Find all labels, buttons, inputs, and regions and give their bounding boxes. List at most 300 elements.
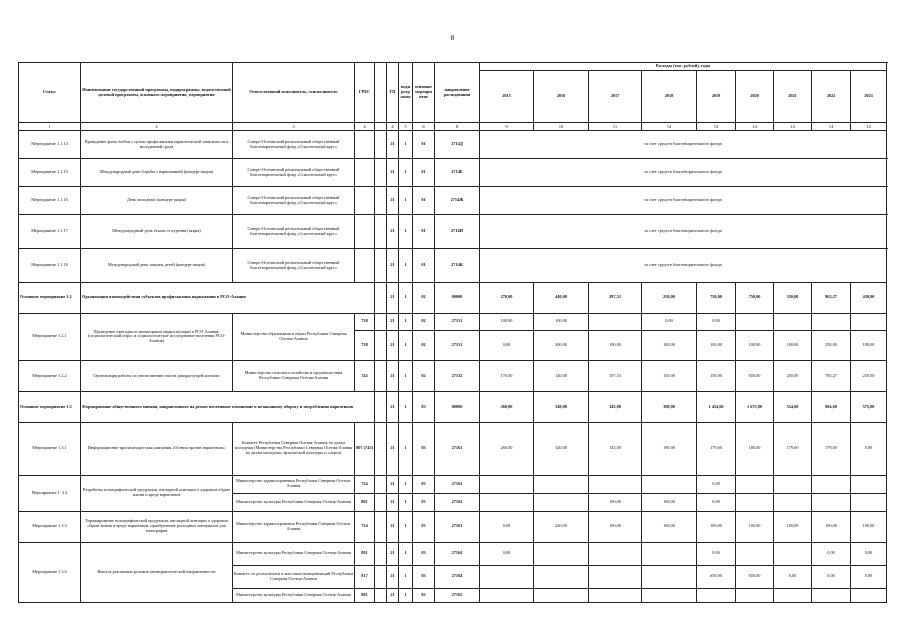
expenses-table: [18, 62, 887, 603]
header-main-event: основное мероприятие: [413, 63, 435, 123]
row-gp: 21: [387, 588, 399, 602]
row-value: 650,00: [736, 565, 774, 588]
row-value: 0,00: [697, 475, 736, 493]
row-value: 150,00: [642, 361, 697, 392]
row-executor: Северо-Осетинский региональный общественный благотворительный фонд «Спасательный круг»: [233, 215, 355, 249]
row-grbs: 801: [355, 588, 375, 602]
year-header: 2020: [736, 71, 774, 123]
row-gp: 21: [387, 313, 399, 330]
column-index: 8: [435, 123, 480, 131]
header-executor: Ответственный исполнитель, соисполнитель: [233, 63, 355, 123]
row-executor: Министерство культуры Республики Северная Осетия-Алания: [233, 493, 355, 511]
row-subprogram: 1: [399, 542, 413, 565]
row-direction: 27161: [435, 422, 480, 475]
table-row: [19, 361, 887, 392]
row-subprogram: 1: [399, 361, 413, 392]
page-number: 8: [450, 34, 455, 42]
row-value: [480, 475, 534, 493]
year-header: 2022: [812, 71, 851, 123]
row-value: 345,00: [589, 392, 642, 423]
row-value: 0,00: [774, 565, 812, 588]
row-name: День молодежи (концерт-акция): [81, 187, 233, 215]
row-executor: Министерство образования и науки Республики Северная Осетия-Алания: [233, 313, 355, 361]
row-value: [736, 313, 774, 330]
row-main-event: 03: [413, 542, 435, 565]
row-value: [534, 565, 589, 588]
row-main-event: 01: [413, 249, 435, 283]
row-gp: 21: [387, 565, 399, 588]
row-subprogram: 1: [399, 422, 413, 475]
row-gp: 21: [387, 249, 399, 283]
row-value: [642, 588, 697, 602]
row-spacer: [375, 361, 387, 392]
row-value: 650,00: [736, 361, 774, 392]
row-value: 179,60: [697, 422, 736, 475]
row-executor: Северо-Осетинский региональный общественный благотворительный фонд «Спасательный круг»: [233, 187, 355, 215]
row-value: [642, 475, 697, 493]
row-value: 554,60: [774, 392, 812, 423]
table-row: [19, 249, 887, 283]
row-direction: 00000: [435, 392, 480, 423]
row-value: 250,00: [642, 283, 697, 314]
row-value: [812, 475, 851, 493]
row-value: 350,00: [774, 283, 812, 314]
row-gp: 21: [387, 131, 399, 159]
row-main-event: 02: [413, 330, 435, 361]
row-main-event: 03: [413, 493, 435, 511]
row-value: 0,00: [851, 422, 887, 475]
row-value: 297,53: [589, 283, 642, 314]
row-value: 320,00: [534, 422, 589, 475]
row-value: 100,00: [480, 313, 534, 330]
row-direction: 27163: [435, 511, 480, 542]
row-main-event: 03: [413, 392, 435, 423]
row-name: Проведение ежегодного мониторинга наркоситуации в РСО-Алания, (социологический опрос и социологическое исследование населения РСО-Алания): [81, 313, 233, 361]
row-spacer: [375, 588, 387, 602]
row-direction: 2714И: [435, 215, 480, 249]
row-executor: Министерство культуры Республики Северная Осетия-Алания: [233, 542, 355, 565]
row-value: [812, 588, 851, 602]
row-executor: Министерство сельского хозяйства и продовольствия Республики Северная Осетия-Алания: [233, 361, 355, 392]
table-row: [19, 131, 887, 159]
row-value: [736, 493, 774, 511]
row-value: 100,00: [642, 511, 697, 542]
row-value: 250,00: [774, 361, 812, 392]
row-direction: 27151: [435, 330, 480, 361]
year-header: 2017: [589, 71, 642, 123]
row-value: 0,00: [812, 542, 851, 565]
row-value: [534, 588, 589, 602]
row-value: 440,00: [534, 283, 589, 314]
row-value: [589, 475, 642, 493]
row-value: 100,00: [774, 330, 812, 361]
row-name: Проведение флеш-мобов с целью профилактики наркотической зависимости в молодежной среде: [81, 131, 233, 159]
column-index: 2: [81, 123, 233, 131]
row-main-event: 02: [413, 313, 435, 330]
row-status: Мероприятие 1. 3.2: [19, 475, 81, 511]
row-value: 190,00: [642, 422, 697, 475]
row-value: 107,53: [589, 361, 642, 392]
row-grbs: [355, 249, 375, 283]
row-value: 100,00: [534, 313, 589, 330]
table-body: [19, 63, 887, 603]
row-direction: 27162: [435, 493, 480, 511]
column-index: 3: [233, 123, 355, 131]
row-value: 220,00: [534, 511, 589, 542]
row-subprogram: 1: [399, 565, 413, 588]
row-value: 150,00: [697, 361, 736, 392]
year-header: 2015: [480, 71, 534, 123]
column-index: 14: [851, 123, 887, 131]
row-spacer: [375, 422, 387, 475]
column-index: 10: [534, 123, 589, 131]
row-name: Международный день борьбы с наркоманией (концерт-акция): [81, 159, 233, 187]
row-status: Мероприятие 1.2.1: [19, 313, 81, 361]
row-gp: 21: [387, 159, 399, 187]
row-status: Мероприятие 1.1.16: [19, 187, 81, 215]
table-row: [19, 542, 887, 565]
row-value: [851, 493, 887, 511]
row-value: 250,00: [812, 330, 851, 361]
column-index: 13: [697, 123, 736, 131]
row-value: 0,00: [697, 313, 736, 330]
row-value: [774, 475, 812, 493]
column-index: 5: [399, 123, 413, 131]
row-name: Выпуск рекламных роликов антинаркотической направленности: [81, 542, 233, 602]
row-value: 260,00: [480, 422, 534, 475]
row-value: 100,00: [736, 330, 774, 361]
row-note: за счет средств благотворительного фонда: [480, 249, 887, 283]
table-row: [19, 422, 887, 475]
row-value: [851, 475, 887, 493]
row-status: Мероприятие 1.3.1: [19, 422, 81, 475]
row-name: Тиражирование полиграфической продукции, наглядной агитации о здоровом образе жизни и вреде наркотиков, приобретение расходных материалов для типографии: [81, 511, 233, 542]
row-grbs: 734: [355, 511, 375, 542]
row-gp: 21: [387, 187, 399, 215]
row-subprogram: 1: [399, 313, 413, 330]
row-spacer: [375, 131, 387, 159]
row-value: 0,00: [812, 565, 851, 588]
row-value: [589, 313, 642, 330]
row-value: 100,00: [589, 511, 642, 542]
row-name: Разработка полиграфической продукции, наглядной агитации о здоровом образе жизни и вреде наркотиков: [81, 475, 233, 511]
row-executor: Северо-Осетинский региональный общественный благотворительный фонд «Спасательный круг»: [233, 159, 355, 187]
column-index: 11: [589, 123, 642, 131]
row-value: [589, 565, 642, 588]
row-status: Мероприятие 1.3.4: [19, 542, 81, 602]
row-value: [851, 313, 887, 330]
row-status: Мероприятие 1.2.2: [19, 361, 81, 392]
row-status: Мероприятие 1.1.18: [19, 249, 81, 283]
column-index: 14: [774, 123, 812, 131]
row-executor: Комитет Республики Северная Осетия-Алания по делам молодежи (Министерство Республики Северная Осетия-Алания по делам молодежи, физической культуры и спорта): [233, 422, 355, 475]
table-row: [19, 187, 887, 215]
row-grbs: 801: [355, 493, 375, 511]
row-direction: 27165: [435, 588, 480, 602]
row-value: [697, 588, 736, 602]
year-header: 2016: [534, 71, 589, 123]
row-value: 100,00: [736, 511, 774, 542]
row-value: 0,00: [851, 542, 887, 565]
row-value: 179,60: [812, 422, 851, 475]
row-value: 100,00: [697, 330, 736, 361]
column-index: 14: [812, 123, 851, 131]
row-value: 100,00: [697, 511, 736, 542]
row-value: [774, 588, 812, 602]
row-direction: 27162: [435, 475, 480, 493]
row-gp: 21: [387, 283, 399, 314]
year-header: 2018: [642, 71, 697, 123]
header-index-row: [19, 123, 887, 131]
row-spacer: [375, 283, 387, 314]
header-program-name: Наименование государственной программы, подпрограммы, ведомственной целевой программы, основного мероприятия, мероприятия: [81, 63, 233, 123]
row-main-event: 03: [413, 475, 435, 493]
row-value: 575,00: [851, 392, 887, 423]
table-row: [19, 392, 887, 423]
row-grbs: 817: [355, 565, 375, 588]
row-executor: Северо-Осетинский региональный общественный благотворительный фонд «Спасательный круг»: [233, 249, 355, 283]
row-value: 180,00: [851, 330, 887, 361]
row-main-event: 01: [413, 131, 435, 159]
row-main-event: 01: [413, 215, 435, 249]
row-spacer: [375, 392, 387, 423]
row-value: [774, 542, 812, 565]
row-value: [812, 313, 851, 330]
row-spacer: [375, 313, 387, 330]
row-name: Международный день отказа от курения (акция): [81, 215, 233, 249]
row-spacer: [375, 493, 387, 511]
row-main-event: 03: [413, 511, 435, 542]
row-direction: 27152: [435, 361, 480, 392]
row-value: 430,00: [851, 283, 887, 314]
row-spacer: [375, 159, 387, 187]
row-value: [774, 313, 812, 330]
header-row-top: [19, 63, 887, 71]
row-subprogram: 1: [399, 283, 413, 314]
row-gp: 21: [387, 215, 399, 249]
year-header: 2019: [697, 71, 736, 123]
row-executor: Министерство здравоохранения Республики Северная Осетия-Алания: [233, 475, 355, 493]
row-main-event: 02: [413, 361, 435, 392]
row-grbs: 738: [355, 313, 375, 330]
column-index: 12: [642, 123, 697, 131]
row-value: 0,00: [851, 565, 887, 588]
row-value: [480, 588, 534, 602]
row-subprogram: 1: [399, 330, 413, 361]
row-value: 0,00: [480, 330, 534, 361]
row-value: 100,00: [589, 493, 642, 511]
row-value: [812, 493, 851, 511]
row-value: [851, 588, 887, 602]
row-value: 0,00: [480, 542, 534, 565]
row-direction: 2714Д: [435, 131, 480, 159]
row-value: [589, 588, 642, 602]
row-value: [774, 493, 812, 511]
table-row: [19, 283, 887, 314]
row-value: [642, 565, 697, 588]
row-status: Мероприятие 1.1.15: [19, 159, 81, 187]
row-grbs: 807 (745): [355, 422, 375, 475]
row-note: за счет средств благотворительного фонда: [480, 131, 887, 159]
row-gp: 21: [387, 330, 399, 361]
row-spacer: [375, 249, 387, 283]
row-gp: 21: [387, 511, 399, 542]
row-value: 750,00: [736, 283, 774, 314]
row-value: 904,60: [812, 392, 851, 423]
row-executor: Северо-Осетинский региональный общественный благотворительный фонд «Спасательный круг»: [233, 131, 355, 159]
row-grbs: [355, 215, 375, 249]
row-value: 783,27: [812, 361, 851, 392]
row-grbs: [355, 131, 375, 159]
row-value: 390,00: [642, 392, 697, 423]
row-value: 180,00: [736, 422, 774, 475]
row-gp: 21: [387, 422, 399, 475]
row-subprogram: 1: [399, 493, 413, 511]
row-direction: 27151: [435, 313, 480, 330]
row-spacer: [375, 187, 387, 215]
row-value: 1 454,60: [697, 392, 736, 423]
row-grbs: 734: [355, 475, 375, 493]
column-index: 6: [413, 123, 435, 131]
row-subprogram: 1: [399, 249, 413, 283]
row-value: 190,00: [589, 330, 642, 361]
row-grbs: [355, 159, 375, 187]
row-value: 963,27: [812, 283, 851, 314]
row-value: [736, 475, 774, 493]
row-value: 0,00: [697, 542, 736, 565]
row-name: Международный день защиты детей (концерт-акция): [81, 249, 233, 283]
row-name: Формирование общественного мнения, направленного на резкое негативное отношение к незаконному обороту и потреблению наркотиков: [81, 392, 375, 423]
row-value: [480, 493, 534, 511]
row-grbs: 738: [355, 330, 375, 361]
row-subprogram: 1: [399, 511, 413, 542]
row-subprogram: 1: [399, 215, 413, 249]
row-value: 0,00: [480, 511, 534, 542]
row-name: Организация работы по уничтожению очагов дикорастущей конопли: [81, 361, 233, 392]
row-executor: Комитет по делам печати и массовых коммуникаций Республики Северная Осетия-Алания: [233, 565, 355, 588]
row-value: 100,00: [812, 511, 851, 542]
row-executor: Министерство здравоохранения Республики Северная Осетия-Алания: [233, 511, 355, 542]
row-gp: 21: [387, 392, 399, 423]
row-value: 0,00: [642, 313, 697, 330]
row-status: Мероприятие 1.1.14: [19, 131, 81, 159]
row-value: 179,60: [774, 422, 812, 475]
row-value: 140,00: [534, 361, 589, 392]
row-value: [480, 565, 534, 588]
column-index: 9: [480, 123, 534, 131]
year-header: 2021: [774, 71, 812, 123]
row-main-event: 02: [413, 283, 435, 314]
row-note: за счет средств благотворительного фонда: [480, 159, 887, 187]
row-value: 650,00: [697, 565, 736, 588]
row-value: [736, 542, 774, 565]
row-gp: 21: [387, 475, 399, 493]
row-subprogram: 1: [399, 187, 413, 215]
row-note: за счет средств благотворительного фонда: [480, 187, 887, 215]
row-main-event: 01: [413, 159, 435, 187]
column-index: [375, 123, 387, 131]
header-grbs: ГРБС: [355, 63, 375, 123]
row-spacer: [375, 542, 387, 565]
row-subprogram: 1: [399, 131, 413, 159]
header-direction: направление расходования: [435, 63, 480, 123]
header-gp: ГП: [387, 63, 399, 123]
row-value: 170,00: [480, 361, 534, 392]
table-row: [19, 159, 887, 187]
row-direction: 2714Ж: [435, 187, 480, 215]
row-grbs: 743: [355, 361, 375, 392]
header-expenses-title: Расходы (тыс. рублей), годы: [480, 63, 887, 71]
row-spacer: [375, 565, 387, 588]
column-index: 4: [387, 123, 399, 131]
row-main-event: 01: [413, 187, 435, 215]
row-gp: 21: [387, 361, 399, 392]
row-value: 250,00: [851, 361, 887, 392]
row-grbs: 801: [355, 542, 375, 565]
row-value: 100,00: [642, 493, 697, 511]
row-executor: Министерство культуры Республики Северная Осетия-Алания: [233, 588, 355, 602]
header-subprogram: подпрограмма: [399, 63, 413, 123]
row-gp: 21: [387, 493, 399, 511]
row-spacer: [375, 511, 387, 542]
row-value: 145,00: [589, 422, 642, 475]
row-gp: 21: [387, 542, 399, 565]
row-value: 100,00: [774, 511, 812, 542]
row-subprogram: 1: [399, 159, 413, 187]
row-value: 750,00: [697, 283, 736, 314]
column-index: 1: [19, 123, 81, 131]
row-value: 540,00: [534, 392, 589, 423]
row-value: 100,00: [851, 511, 887, 542]
row-value: [534, 542, 589, 565]
year-header: 2023: [851, 71, 887, 123]
row-value: 260,00: [480, 392, 534, 423]
row-note: за счет средств благотворительного фонда: [480, 215, 887, 249]
row-value: [736, 588, 774, 602]
row-main-event: 03: [413, 422, 435, 475]
row-name: Организация взаимодействия субъектов профилактики наркомании в РСО-Алания: [81, 283, 375, 314]
row-status: Основное мероприятие 1.3: [19, 392, 81, 423]
row-subprogram: 1: [399, 588, 413, 602]
row-value: 1 675,00: [736, 392, 774, 423]
row-status: Мероприятие 1.1.17: [19, 215, 81, 249]
row-direction: 2714Е: [435, 159, 480, 187]
table-row: [19, 475, 887, 493]
row-name: Информационно-пропагандистская кампания «Оствия против наркотиков»: [81, 422, 233, 475]
row-spacer: [375, 475, 387, 493]
row-spacer: [375, 330, 387, 361]
column-index: 4: [355, 123, 375, 131]
table-row: [19, 313, 887, 330]
row-value: 0,00: [697, 493, 736, 511]
row-value: 270,00: [480, 283, 534, 314]
row-value: [589, 542, 642, 565]
row-direction: 00000: [435, 283, 480, 314]
row-value: [534, 493, 589, 511]
row-grbs: [355, 187, 375, 215]
row-value: [642, 542, 697, 565]
row-status: Мероприятие 1.3.3: [19, 511, 81, 542]
row-main-event: 03: [413, 565, 435, 588]
row-main-event: 03: [413, 588, 435, 602]
header-status: Статус: [19, 63, 81, 123]
row-direction: 27164: [435, 565, 480, 588]
row-value: 200,00: [534, 330, 589, 361]
row-direction: 27164: [435, 542, 480, 565]
row-value: 100,00: [642, 330, 697, 361]
table-row: [19, 215, 887, 249]
row-spacer: [375, 215, 387, 249]
